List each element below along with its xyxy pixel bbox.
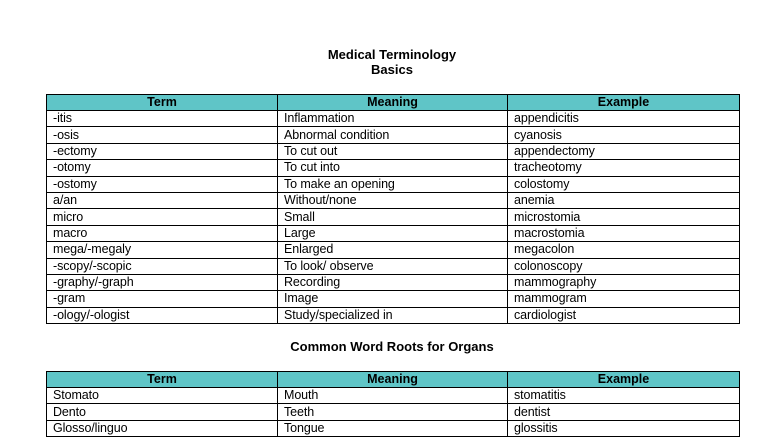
table-header-row bbox=[47, 372, 740, 388]
table-row bbox=[47, 225, 740, 241]
term-cell: -osis bbox=[47, 127, 278, 143]
basics-table bbox=[46, 94, 740, 324]
term-cell: Glosso/linguo bbox=[47, 420, 278, 436]
example-cell: macrostomia bbox=[508, 225, 740, 241]
meaning-cell: Without/none bbox=[278, 192, 508, 208]
example-cell: colonoscopy bbox=[508, 258, 740, 274]
word-roots-table bbox=[46, 371, 740, 437]
table-row bbox=[47, 420, 740, 436]
table-row bbox=[47, 143, 740, 159]
word-roots-table-body bbox=[47, 388, 740, 437]
example-cell: colostomy bbox=[508, 176, 740, 192]
title-line-1: Medical Terminology bbox=[327, 47, 457, 62]
term-cell: micro bbox=[47, 209, 278, 225]
meaning-cell: Recording bbox=[278, 274, 508, 290]
example-cell: anemia bbox=[508, 192, 740, 208]
term-cell: macro bbox=[47, 225, 278, 241]
term-cell: -itis bbox=[47, 111, 278, 127]
document-title bbox=[0, 47, 784, 77]
term-cell: Stomato bbox=[47, 388, 278, 404]
term-cell: a/an bbox=[47, 192, 278, 208]
title-line-2: Basics bbox=[371, 62, 413, 77]
table-row bbox=[47, 209, 740, 225]
column-header-example: Example bbox=[508, 95, 740, 111]
meaning-cell: Inflammation bbox=[278, 111, 508, 127]
meaning-cell: Study/specialized in bbox=[278, 307, 508, 323]
column-header-term: Term bbox=[47, 95, 278, 111]
column-header-example: Example bbox=[508, 372, 740, 388]
meaning-cell: To cut out bbox=[278, 143, 508, 159]
meaning-cell: Image bbox=[278, 291, 508, 307]
example-cell: cardiologist bbox=[508, 307, 740, 323]
table-row bbox=[47, 307, 740, 323]
meaning-cell: Abnormal condition bbox=[278, 127, 508, 143]
term-cell: -ology/-ologist bbox=[47, 307, 278, 323]
basics-table-body bbox=[47, 111, 740, 324]
meaning-cell: To cut into bbox=[278, 160, 508, 176]
meaning-cell: Small bbox=[278, 209, 508, 225]
meaning-cell: Enlarged bbox=[278, 242, 508, 258]
example-cell: stomatitis bbox=[508, 388, 740, 404]
meaning-cell: To look/ observe bbox=[278, 258, 508, 274]
column-header-meaning: Meaning bbox=[278, 95, 508, 111]
example-cell: mammography bbox=[508, 274, 740, 290]
meaning-cell: To make an opening bbox=[278, 176, 508, 192]
example-cell: cyanosis bbox=[508, 127, 740, 143]
column-header-term: Term bbox=[47, 372, 278, 388]
term-cell: -ostomy bbox=[47, 176, 278, 192]
table-row bbox=[47, 160, 740, 176]
term-cell: -otomy bbox=[47, 160, 278, 176]
table-row bbox=[47, 242, 740, 258]
table-row bbox=[47, 176, 740, 192]
example-cell: megacolon bbox=[508, 242, 740, 258]
table-row bbox=[47, 291, 740, 307]
term-cell: -ectomy bbox=[47, 143, 278, 159]
table-row bbox=[47, 127, 740, 143]
table-row bbox=[47, 274, 740, 290]
term-cell: Dento bbox=[47, 404, 278, 420]
meaning-cell: Teeth bbox=[278, 404, 508, 420]
table-row bbox=[47, 388, 740, 404]
section-title-word-roots: Common Word Roots for Organs bbox=[290, 339, 494, 354]
example-cell: tracheotomy bbox=[508, 160, 740, 176]
example-cell: mammogram bbox=[508, 291, 740, 307]
table-row bbox=[47, 111, 740, 127]
example-cell: microstomia bbox=[508, 209, 740, 225]
term-cell: -graphy/-graph bbox=[47, 274, 278, 290]
meaning-cell: Tongue bbox=[278, 420, 508, 436]
table-header-row bbox=[47, 95, 740, 111]
example-cell: appendicitis bbox=[508, 111, 740, 127]
term-cell: -scopy/-scopic bbox=[47, 258, 278, 274]
example-cell: dentist bbox=[508, 404, 740, 420]
column-header-meaning: Meaning bbox=[278, 372, 508, 388]
meaning-cell: Large bbox=[278, 225, 508, 241]
example-cell: glossitis bbox=[508, 420, 740, 436]
table-row bbox=[47, 404, 740, 420]
table-row bbox=[47, 258, 740, 274]
term-cell: mega/-megaly bbox=[47, 242, 278, 258]
term-cell: -gram bbox=[47, 291, 278, 307]
meaning-cell: Mouth bbox=[278, 388, 508, 404]
table-row bbox=[47, 192, 740, 208]
example-cell: appendectomy bbox=[508, 143, 740, 159]
